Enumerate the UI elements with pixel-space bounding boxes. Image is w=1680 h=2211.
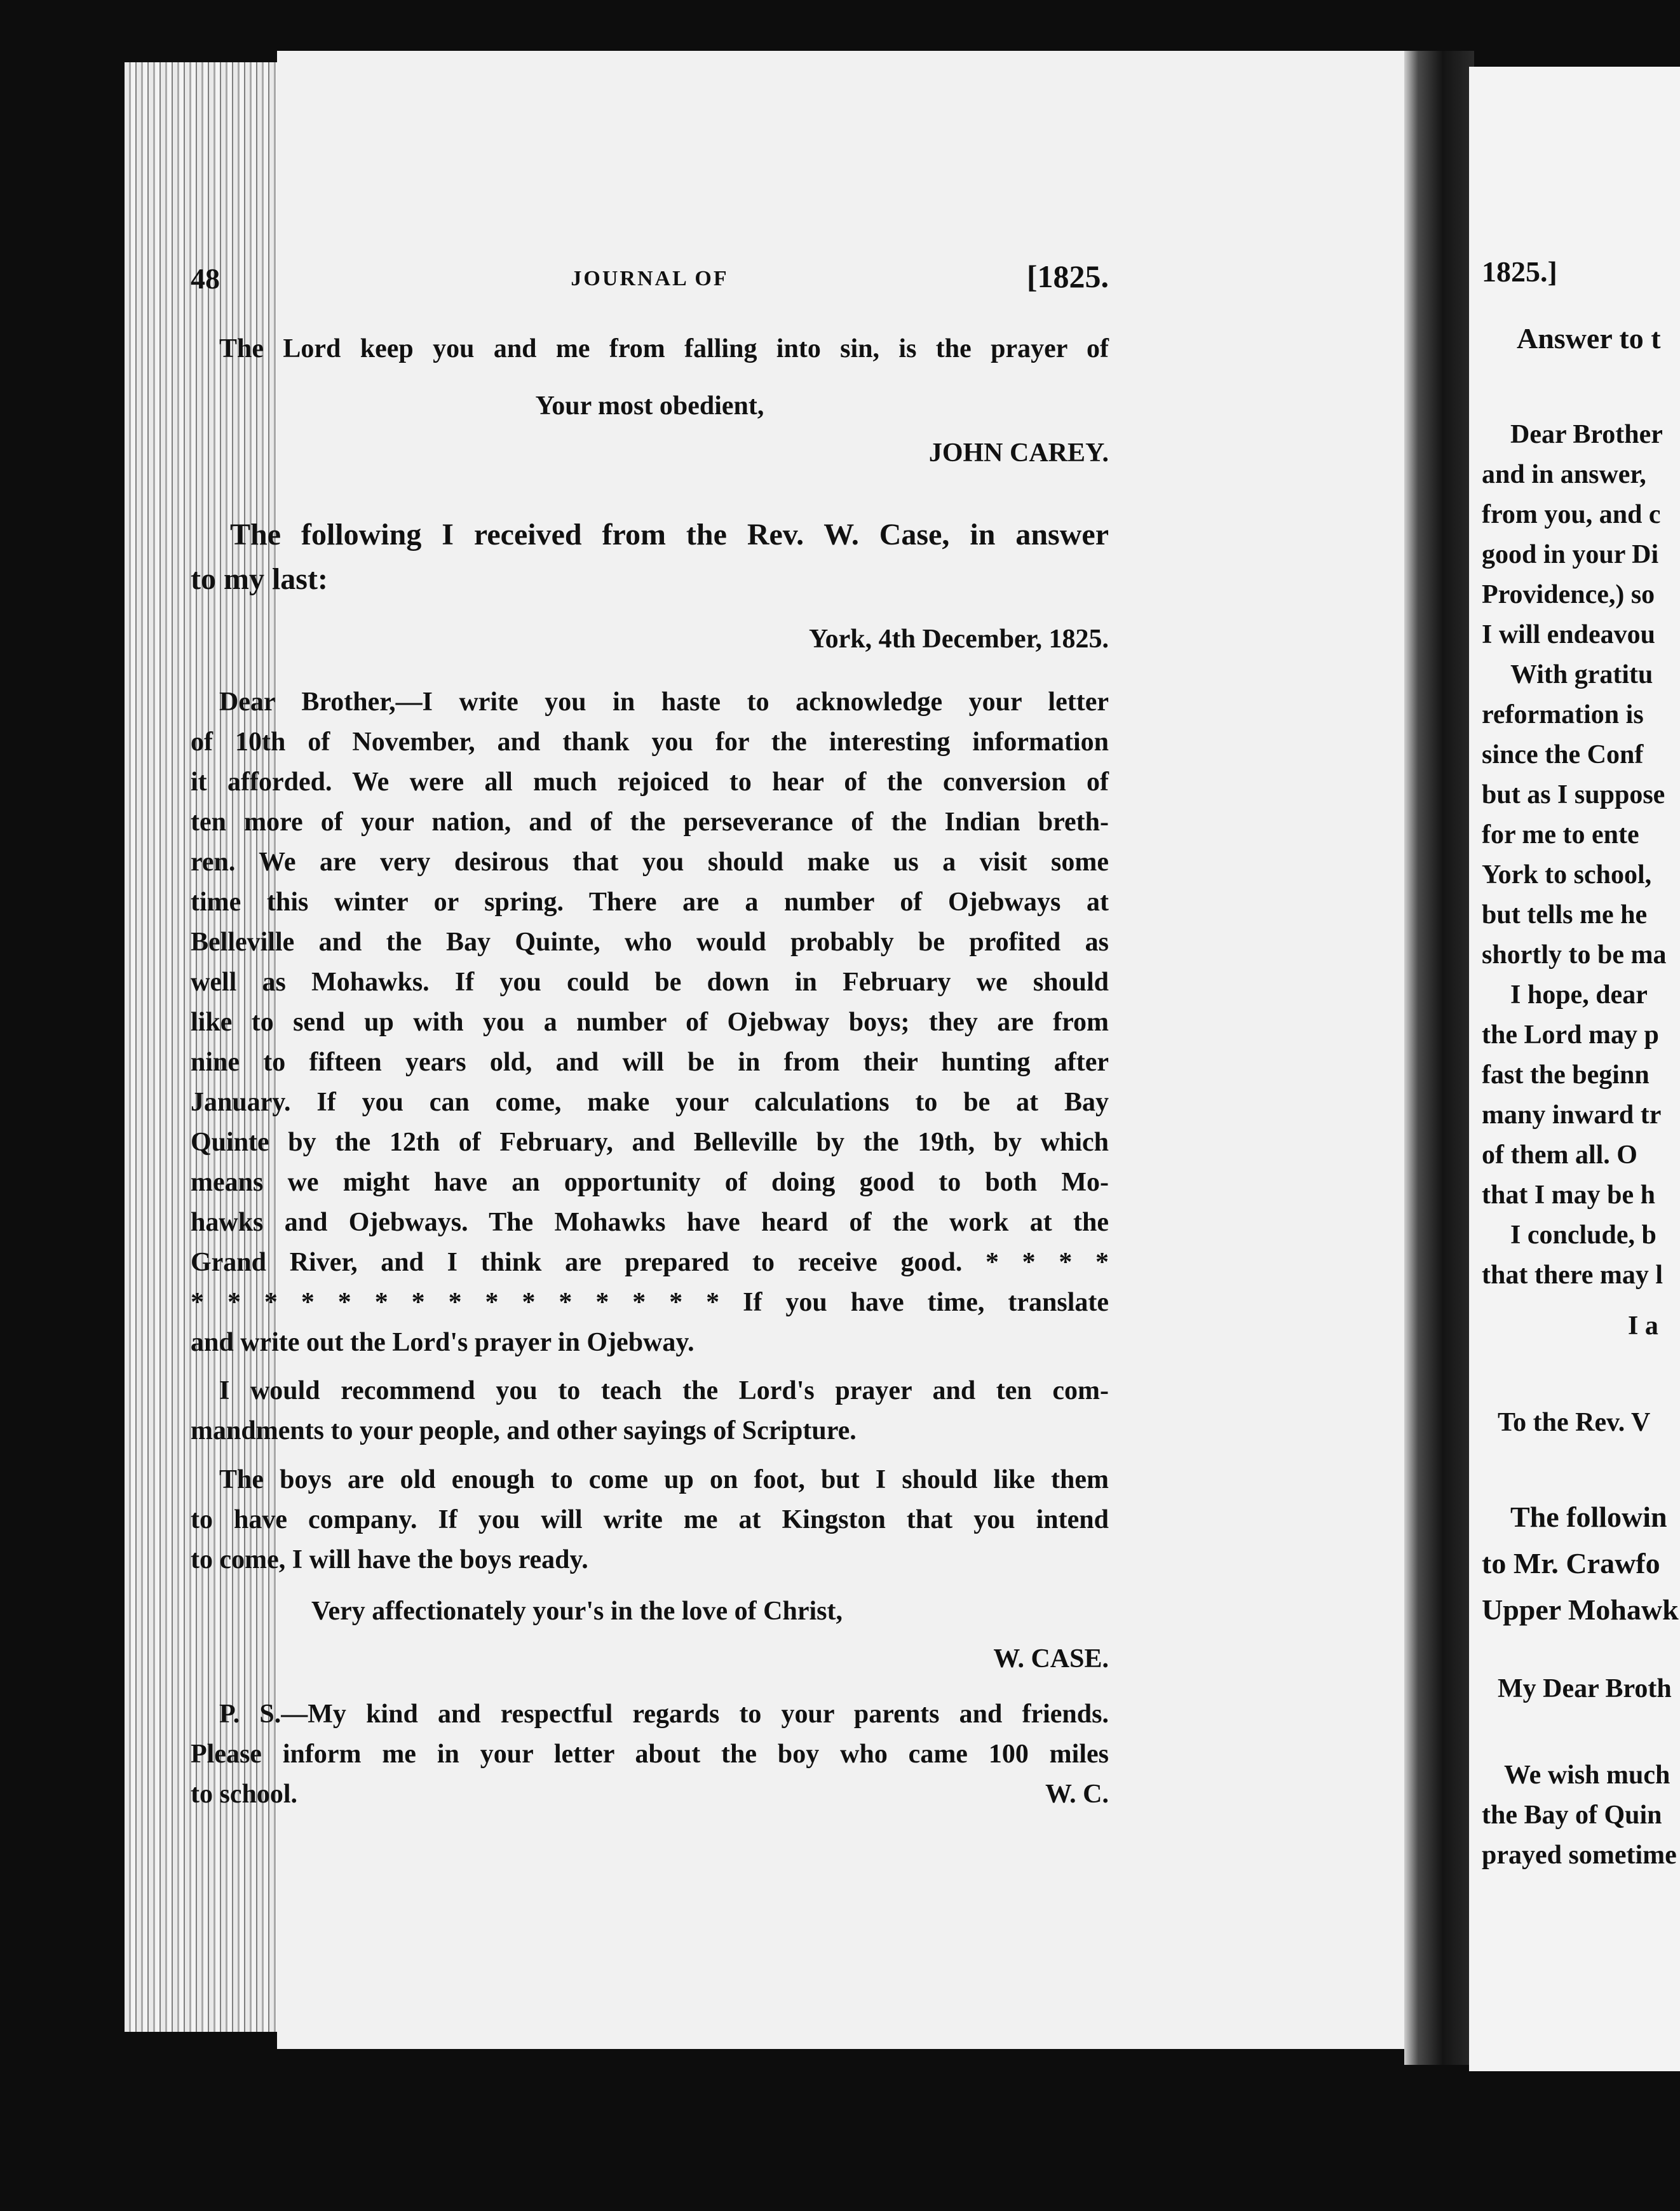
text-line: nine to fifteen years old, and will be in from their hunting after — [191, 1048, 1109, 1077]
text-line: The boys are old enough to come up on foot, but I should like them — [219, 1465, 1109, 1494]
closing-line: Your most obedient, — [535, 391, 764, 421]
text-line: Grand River, and I think are prepared to receive good. * * * * — [191, 1248, 1109, 1277]
text-line: shortly to be ma — [1482, 940, 1667, 970]
text-line: I hope, dear — [1510, 980, 1648, 1010]
text-line: mandments to your people, and other sayings of Scripture. — [191, 1416, 857, 1445]
text-line: Dear Brother,—I write you in haste to acknowledge your letter — [219, 687, 1109, 717]
text-line: To the Rev. V — [1498, 1408, 1651, 1437]
text-line: With gratitu — [1510, 660, 1653, 689]
text-line: many inward tr — [1482, 1100, 1662, 1130]
right-heading: Answer to t — [1517, 322, 1661, 355]
text-line: January. If you can come, make your calculations to be at Bay — [191, 1088, 1109, 1117]
signature: W. CASE. — [993, 1644, 1109, 1673]
text-line: My Dear Broth — [1498, 1674, 1672, 1703]
text-line: that I may be h — [1482, 1180, 1656, 1210]
text-line: but as I suppose — [1482, 780, 1665, 809]
text-line: fast the beginn — [1482, 1060, 1650, 1090]
page-header — [191, 259, 1109, 300]
year-marker: [1825. — [1026, 259, 1109, 294]
text-line: I conclude, b — [1510, 1220, 1656, 1250]
text-line: I will endeavou — [1482, 620, 1656, 649]
signature: JOHN CAREY. — [928, 438, 1109, 468]
text-line: and write out the Lord's prayer in Ojebway. — [191, 1328, 694, 1357]
text-line: * * * * * * * * * * * * * * * If you have time, translate — [191, 1288, 1109, 1317]
text-line: means we might have an opportunity of doing good to both Mo- — [191, 1168, 1109, 1197]
text-line: reformation is — [1482, 700, 1644, 729]
dateline: York, 4th December, 1825. — [808, 625, 1109, 654]
text-line: Quinte by the 12th of February, and Belleville by the 19th, by which — [191, 1128, 1109, 1157]
text-line: for me to ente — [1482, 820, 1639, 849]
right-year-marker: 1825.] — [1482, 255, 1557, 288]
text-line: of them all. O — [1482, 1140, 1637, 1170]
text-line: and in answer, — [1482, 460, 1646, 489]
text-line: of 10th of November, and thank you for the interesting information — [191, 727, 1109, 757]
section-intro: to my last: — [191, 562, 328, 596]
text-line: the Lord may p — [1482, 1020, 1659, 1050]
book-gutter — [1404, 51, 1474, 2065]
section-intro: Upper Mohawk — [1482, 1593, 1679, 1626]
postscript-line: P. S.—My kind and respectful regards to your parents and friends. — [219, 1700, 1109, 1729]
postscript-line: to school. — [191, 1780, 297, 1809]
text-line: it afforded. We were all much rejoiced to hear of the conversion of — [191, 767, 1109, 797]
text-line: We wish much — [1504, 1761, 1670, 1790]
text-line: to have company. If you will write me at Kingston that you intend — [191, 1505, 1109, 1534]
section-intro: The followin — [1510, 1501, 1667, 1533]
right-page — [1469, 67, 1680, 2071]
text-line: from you, and c — [1482, 500, 1661, 529]
section-intro: to Mr. Crawfo — [1482, 1547, 1660, 1579]
text-line: but tells me he — [1482, 900, 1648, 930]
text-line: Providence,) so — [1482, 580, 1655, 609]
text-line: prayed sometime — [1482, 1841, 1677, 1870]
text-line: like to send up with you a number of Ojebway boys; they are from — [191, 1008, 1109, 1037]
signature: W. C. — [1045, 1780, 1109, 1809]
text-line: I a — [1628, 1311, 1658, 1341]
text-line: good in your Di — [1482, 540, 1659, 569]
text-line: hawks and Ojebways. The Mohawks have heard of the work at the — [191, 1208, 1109, 1237]
text-line: to come, I will have the boys ready. — [191, 1545, 588, 1574]
text-line: Dear Brother — [1510, 420, 1663, 449]
text-line: ten more of your nation, and of the perseverance of the Indian breth- — [191, 808, 1109, 837]
text-line: time this winter or spring. There are a number of Ojebways at — [191, 888, 1109, 917]
section-intro: The following I received from the Rev. W. Case, in answer — [230, 518, 1109, 551]
text-line: York to school, — [1482, 860, 1652, 889]
running-head: JOURNAL OF — [571, 267, 729, 290]
text-line: Belleville and the Bay Quinte, who would probably be profited as — [191, 928, 1109, 957]
text-line: that there may l — [1482, 1261, 1663, 1290]
page-number: 48 — [191, 262, 220, 295]
text-line: the Bay of Quin — [1482, 1801, 1662, 1830]
postscript-line: Please inform me in your letter about the boy who came 100 miles — [191, 1740, 1109, 1769]
text-line: I would recommend you to teach the Lord's prayer and ten com- — [219, 1376, 1109, 1405]
text-line: well as Mohawks. If you could be down in February we should — [191, 968, 1109, 997]
text-line: since the Conf — [1482, 740, 1644, 769]
text-line: The Lord keep you and me from falling into sin, is the prayer of — [219, 334, 1109, 363]
closing-line: Very affectionately your's in the love of Christ, — [311, 1597, 843, 1626]
text-line: ren. We are very desirous that you should make us a visit some — [191, 848, 1109, 877]
